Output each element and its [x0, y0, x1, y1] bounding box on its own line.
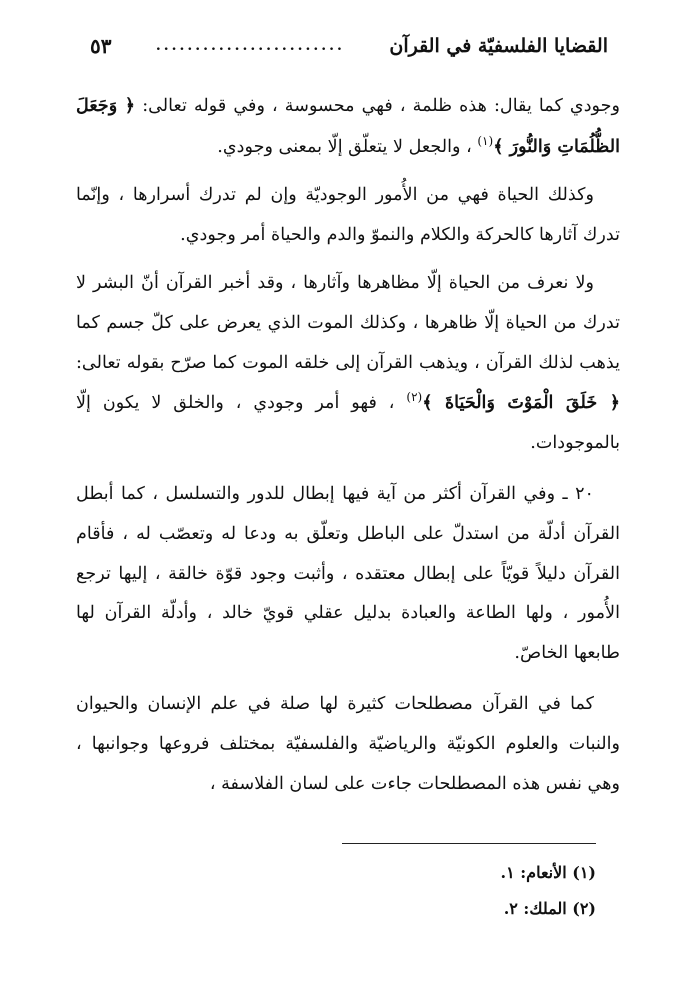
- paragraph-5: كما في القرآن مصطلحات كثيرة لها صلة في علم الإنسان والحيوان والنبات والعلوم الكونيّة والرياضيّة والفلسفيّة بمختلف فروعها وجوانبها ، وهي نفس هذه المصطلحات جاءت على لسان الفلاسفة ،: [76, 694, 620, 794]
- paragraph-3-text-before: ولا نعرف من الحياة إلّا مظاهرها وآثارها ، وقد أخبر القرآن أنّ البشر لا تدرك من الحياة إلّا ظاهرها ، وكذلك الموت الذي يعرض على كلّ جسم كما يذهب لذلك القرآن ، ويذهب القرآن إلى خلقه الموت كما صرّح بقوله تعالى:: [76, 273, 620, 373]
- main-text: [76, 86, 620, 804]
- footnote-divider: [342, 843, 596, 844]
- page-number: ٥٣: [90, 34, 112, 58]
- paragraph-1: [76, 86, 620, 167]
- paragraph-1-text-before: وجودي كما يقال: هذه ظلمة ، فهي محسوسة ، وفي قوله تعالى:: [135, 96, 620, 116]
- quran-verse-1: ﴿ وَجَعَلَ الظُّلُمَاتِ وَالنُّورَ ﴾: [76, 95, 620, 157]
- paragraph-1-text-after: ، والجعل لا يتعلّق إلّا بمعنى وجودي.: [217, 136, 478, 157]
- footnote-ref-2: (٢): [406, 390, 423, 405]
- paragraph-2: وكذلك الحياة فهي من الأُمور الوجوديّة وإن لم تدرك أسرارها ، وإنّما تدرك آثارها كالحركة والكلام والنموّ والدم والحياة أمر وجودي.: [76, 185, 620, 245]
- running-header: [90, 28, 608, 64]
- paragraph-4: ٢٠ ـ وفي القرآن أكثر من آية فيها إبطال للدور والتسلسل ، كما أبطل القرآن أدلّة من استدلّ على الباطل وتعلّق به ودعا له وتعصّب له ، فأقام القرآن دليلاً قويّاً على إبطال معتقده ، وأثبت وجود قوّة خالقة ، إليها ترجع الأُمور ، ولها الطاعة والعبادة بدليل عقلي قويّ خالد ، وأدلّة القرآن لها طابعها الخاصّ.: [76, 484, 620, 663]
- footnote-2: (٢) الملك: ٢.: [503, 899, 596, 918]
- paragraph-3: [76, 264, 620, 463]
- header-leader-dots: ........................: [155, 38, 345, 54]
- footnote-1: (١) الأنعام: ١.: [500, 863, 596, 882]
- quran-verse-2: ﴿ خَلَقَ الْمَوْتَ وَالْحَيَاةَ ﴾: [422, 392, 621, 414]
- footnote-ref-1: (١): [477, 133, 494, 148]
- book-title: القضايا الفلسفيّة في القرآن: [389, 35, 608, 57]
- paragraph-3-text-after: ، فهو أمر وجودي ، والخلق لا يكون إلّا بالموجودات.: [76, 393, 620, 453]
- footnotes: [196, 858, 596, 930]
